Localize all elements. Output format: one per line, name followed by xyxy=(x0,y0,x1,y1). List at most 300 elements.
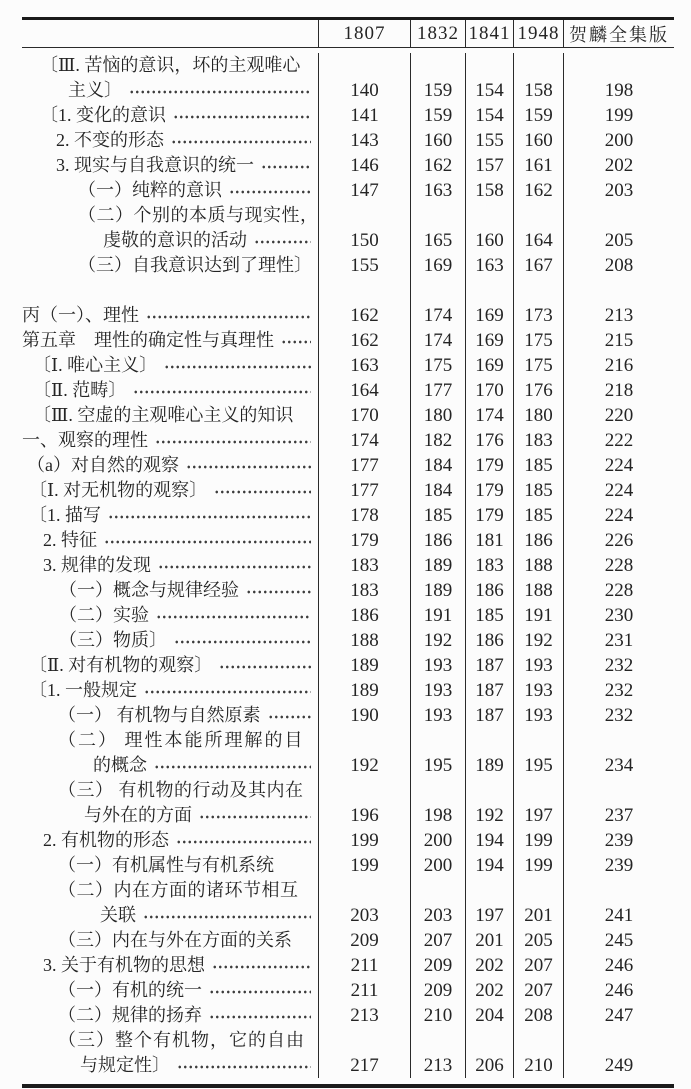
page-number-cell: 192 xyxy=(318,753,410,778)
page-number-cell xyxy=(465,53,513,78)
toc-row xyxy=(22,428,674,453)
toc-entry-text: 一、观察的理性 xyxy=(22,430,148,450)
toc-row xyxy=(22,528,674,553)
dot-leader xyxy=(228,178,311,203)
toc-entry-text: （一）纯粹的意识 xyxy=(78,180,222,200)
toc-row xyxy=(22,603,674,628)
page-number-cell xyxy=(563,878,674,903)
toc-row xyxy=(22,953,674,978)
page-number-cell: 186 xyxy=(513,528,563,553)
toc-title-cell xyxy=(22,878,318,903)
page-number-cell: 175 xyxy=(410,353,465,378)
page-number-cell: 163 xyxy=(465,253,513,278)
page-number-cell: 174 xyxy=(410,303,465,328)
dot-leader xyxy=(172,103,311,128)
dot-leader xyxy=(143,678,311,703)
page-number-cell: 202 xyxy=(465,978,513,1003)
page-number-cell: 194 xyxy=(465,853,513,878)
page-number-cell: 178 xyxy=(318,503,410,528)
toc-title-cell xyxy=(22,128,318,153)
page-number-cell: 220 xyxy=(563,403,674,428)
page-number-cell: 246 xyxy=(563,953,674,978)
page-number-cell: 154 xyxy=(465,78,513,103)
page-number-cell: 193 xyxy=(513,653,563,678)
toc-title-cell xyxy=(22,153,318,178)
page-number-cell: 209 xyxy=(410,978,465,1003)
page-number-cell: 193 xyxy=(513,678,563,703)
page-number-cell: 160 xyxy=(513,128,563,153)
toc-title-cell xyxy=(22,778,318,803)
toc-entry-text: 〔1. 变化的意识 xyxy=(40,105,166,125)
page-number-cell: 249 xyxy=(563,1053,674,1078)
toc-title-cell xyxy=(22,328,318,353)
page-number-cell: 231 xyxy=(563,628,674,653)
toc-title-cell xyxy=(22,78,318,103)
page-number-cell: 160 xyxy=(410,128,465,153)
toc-entry-text: （三）自我意识达到了理性〕 xyxy=(78,255,312,275)
toc-title-cell xyxy=(22,403,318,428)
page-number-cell xyxy=(563,728,674,753)
toc-entry-text: （二）个别的本质与现实性， xyxy=(78,205,318,225)
page-number-cell: 246 xyxy=(563,978,674,1003)
page-number-cell xyxy=(318,878,410,903)
toc-spacer-row xyxy=(22,278,674,303)
dot-leader xyxy=(253,228,311,253)
toc-title-cell xyxy=(22,728,318,753)
toc-row xyxy=(22,878,674,903)
toc-entry-text: 2. 有机物的形态 xyxy=(43,830,169,850)
toc-title-cell xyxy=(22,603,318,628)
page-number-cell xyxy=(318,203,410,228)
toc-entry-text: 第五章 理性的确定性与真理性 xyxy=(22,330,274,350)
page-number-cell xyxy=(513,878,563,903)
toc-row xyxy=(22,328,674,353)
page-number-cell: 189 xyxy=(318,653,410,678)
page-number-cell: 170 xyxy=(465,378,513,403)
page-number-cell: 205 xyxy=(563,228,674,253)
page-number-cell: 211 xyxy=(318,978,410,1003)
page-number-cell: 200 xyxy=(410,853,465,878)
page-number-cell: 232 xyxy=(563,703,674,728)
toc-title-cell xyxy=(22,653,318,678)
toc-entry-text: 〔Ⅱ. 对有机物的观察〕 xyxy=(29,655,213,675)
page-number-cell: 202 xyxy=(563,153,674,178)
page-number-cell: 191 xyxy=(513,603,563,628)
toc-title-cell xyxy=(22,828,318,853)
page-number-cell: 232 xyxy=(563,678,674,703)
page-number-cell: 177 xyxy=(318,478,410,503)
toc-title-cell xyxy=(22,1053,318,1078)
page-number-cell: 188 xyxy=(513,553,563,578)
table-header-row xyxy=(22,20,674,48)
page-number-cell xyxy=(563,278,674,303)
toc-title-cell xyxy=(22,928,318,953)
toc-row xyxy=(22,403,674,428)
page-number-cell xyxy=(318,778,410,803)
page-number-cell: 162 xyxy=(410,153,465,178)
page-number-cell: 193 xyxy=(410,653,465,678)
column-header-1841: 1841 xyxy=(465,20,513,47)
page-number-cell: 245 xyxy=(563,928,674,953)
toc-entry-text: 的概念 xyxy=(93,755,147,775)
toc-row xyxy=(22,903,674,928)
page-number-cell: 216 xyxy=(563,353,674,378)
page-number-cell: 241 xyxy=(563,903,674,928)
dot-leader xyxy=(198,803,311,828)
toc-title-cell xyxy=(22,428,318,453)
toc-entry-text: 2. 不变的形态 xyxy=(56,130,164,150)
page-number-cell: 158 xyxy=(465,178,513,203)
page-number-cell: 195 xyxy=(513,753,563,778)
toc-title-cell xyxy=(22,253,318,278)
toc-title-cell xyxy=(22,478,318,503)
page-number-cell xyxy=(318,1028,410,1053)
page-number-cell: 183 xyxy=(318,578,410,603)
toc-title-cell xyxy=(22,578,318,603)
page-number-cell xyxy=(563,778,674,803)
toc-title-cell xyxy=(22,803,318,828)
page-number-cell: 179 xyxy=(465,478,513,503)
toc-entry-text: 〔1. 描写 xyxy=(29,505,101,525)
toc-row xyxy=(22,503,674,528)
page-number-cell: 211 xyxy=(318,953,410,978)
page-number-cell xyxy=(513,278,563,303)
page-number-cell: 183 xyxy=(465,553,513,578)
page-number-cell: 169 xyxy=(410,253,465,278)
page-number-cell: 239 xyxy=(563,828,674,853)
toc-entry-text: （一）有机属性与有机系统 xyxy=(58,855,274,875)
page-number-cell xyxy=(465,728,513,753)
page-number-cell: 247 xyxy=(563,1003,674,1028)
page-number-cell: 213 xyxy=(410,1053,465,1078)
dot-leader xyxy=(132,378,311,403)
toc-row xyxy=(22,103,674,128)
page-number-cell: 141 xyxy=(318,103,410,128)
toc-title-cell xyxy=(22,178,318,203)
page-number-cell: 196 xyxy=(318,803,410,828)
dot-leader xyxy=(173,628,311,653)
toc-row xyxy=(22,178,674,203)
toc-title-cell xyxy=(22,303,318,328)
toc-entry-text: 〔Ⅰ. 对无机物的观察〕 xyxy=(29,480,208,500)
toc-row xyxy=(22,478,674,503)
toc-entry-text: （一） 有机物与自然原素 xyxy=(58,705,261,725)
toc-title-cell xyxy=(22,453,318,478)
page-number-cell: 162 xyxy=(318,328,410,353)
toc-entry-text: 〔Ⅲ. 空虚的主观唯心主义的知识 xyxy=(33,405,294,425)
toc-entry-text: （二）实验 xyxy=(59,605,149,625)
toc-row xyxy=(22,978,674,1003)
column-header-helin-edition: 贺麟全集版 xyxy=(563,20,674,47)
toc-entry-text: 与规定性〕 xyxy=(80,1055,170,1075)
dot-leader xyxy=(107,503,311,528)
page-number-cell: 180 xyxy=(410,403,465,428)
page-number-cell: 197 xyxy=(465,903,513,928)
page-number-cell: 167 xyxy=(513,253,563,278)
toc-entry-text: （二） 理性本能所理解的目 xyxy=(58,730,305,750)
page-number-cell: 208 xyxy=(513,1003,563,1028)
concordance-table xyxy=(22,17,674,1088)
page-number-cell: 192 xyxy=(513,628,563,653)
page-number-cell xyxy=(410,1028,465,1053)
page-number-cell: 147 xyxy=(318,178,410,203)
page-number-cell: 237 xyxy=(563,803,674,828)
toc-title-cell xyxy=(22,378,318,403)
page-number-cell: 186 xyxy=(465,578,513,603)
page-number-cell: 224 xyxy=(563,453,674,478)
toc-entry-text: 〔Ⅰ. 唯心主义〕 xyxy=(33,355,158,375)
toc-row xyxy=(22,1053,674,1078)
dot-leader xyxy=(163,353,311,378)
page-number-cell: 150 xyxy=(318,228,410,253)
page-number-cell: 179 xyxy=(465,503,513,528)
column-header-1948: 1948 xyxy=(513,20,563,47)
dot-leader xyxy=(103,528,311,553)
page-number-cell: 189 xyxy=(410,578,465,603)
toc-row xyxy=(22,628,674,653)
dot-leader xyxy=(280,328,311,353)
page-number-cell xyxy=(563,203,674,228)
toc-entry-text: 与外在的方面 xyxy=(84,805,192,825)
toc-entry-text: 3. 规律的发现 xyxy=(43,555,151,575)
dot-leader xyxy=(208,1003,311,1028)
page-number-cell: 189 xyxy=(318,678,410,703)
toc-row xyxy=(22,253,674,278)
page-number-cell xyxy=(465,203,513,228)
page-number-cell xyxy=(410,278,465,303)
toc-row xyxy=(22,78,674,103)
page-number-cell: 205 xyxy=(513,928,563,953)
toc-entry-text: 虔敬的意识的活动 xyxy=(103,230,247,250)
page-number-cell: 200 xyxy=(563,128,674,153)
toc-title-cell xyxy=(22,903,318,928)
page-number-cell: 207 xyxy=(410,928,465,953)
page-number-cell xyxy=(465,878,513,903)
toc-title-cell xyxy=(22,278,318,303)
toc-entry-text: （一）概念与规律经验 xyxy=(59,580,239,600)
toc-title-cell xyxy=(22,1028,318,1053)
toc-title-cell xyxy=(22,228,318,253)
page-number-cell: 165 xyxy=(410,228,465,253)
page-number-cell: 185 xyxy=(513,478,563,503)
page-number-cell: 185 xyxy=(513,453,563,478)
toc-row xyxy=(22,128,674,153)
page-number-cell: 157 xyxy=(465,153,513,178)
page-number-cell: 182 xyxy=(410,428,465,453)
dot-leader xyxy=(145,303,311,328)
page-number-cell: 159 xyxy=(410,103,465,128)
dot-leader xyxy=(185,453,311,478)
title-column-header xyxy=(22,20,318,47)
page-number-cell: 200 xyxy=(410,828,465,853)
page-number-cell xyxy=(465,278,513,303)
page-number-cell: 228 xyxy=(563,553,674,578)
toc-entry-text: （三）整个有机物，它的自由 xyxy=(58,1030,305,1050)
page-number-cell: 199 xyxy=(318,828,410,853)
toc-row xyxy=(22,753,674,778)
page-number-cell: 230 xyxy=(563,603,674,628)
toc-row xyxy=(22,803,674,828)
toc-row xyxy=(22,228,674,253)
page-number-cell xyxy=(513,1028,563,1053)
page-number-cell: 213 xyxy=(318,1003,410,1028)
page-number-cell: 228 xyxy=(563,578,674,603)
page-number-cell: 184 xyxy=(410,478,465,503)
page-number-cell: 199 xyxy=(563,103,674,128)
page-number-cell: 143 xyxy=(318,128,410,153)
column-header-1832: 1832 xyxy=(410,20,465,47)
page-number-cell: 186 xyxy=(465,628,513,653)
toc-title-cell xyxy=(22,553,318,578)
page-number-cell: 224 xyxy=(563,478,674,503)
page-number-cell: 193 xyxy=(410,703,465,728)
page-number-cell: 203 xyxy=(318,903,410,928)
toc-title-cell xyxy=(22,953,318,978)
toc-entry-text: 3. 关于有机物的思想 xyxy=(43,955,205,975)
toc-title-cell xyxy=(22,203,318,228)
toc-row xyxy=(22,853,674,878)
toc-row xyxy=(22,553,674,578)
page-number-cell: 213 xyxy=(563,303,674,328)
page-number-cell: 169 xyxy=(465,328,513,353)
page-number-cell: 226 xyxy=(563,528,674,553)
toc-title-cell xyxy=(22,753,318,778)
page-number-cell: 234 xyxy=(563,753,674,778)
page-number-cell: 187 xyxy=(465,678,513,703)
toc-entry-text: 主义〕 xyxy=(68,80,122,100)
page-number-cell: 176 xyxy=(513,378,563,403)
toc-row xyxy=(22,378,674,403)
page-number-cell: 210 xyxy=(513,1053,563,1078)
page-number-cell xyxy=(465,778,513,803)
toc-row xyxy=(22,728,674,753)
page-number-cell: 239 xyxy=(563,853,674,878)
toc-title-cell xyxy=(22,1003,318,1028)
column-header-1807: 1807 xyxy=(318,20,410,47)
dot-leader xyxy=(157,553,311,578)
dot-leader xyxy=(267,703,312,728)
page-number-cell: 201 xyxy=(465,928,513,953)
page-number-cell: 163 xyxy=(410,178,465,203)
page-number-cell: 195 xyxy=(410,753,465,778)
page-number-cell: 188 xyxy=(513,578,563,603)
page-number-cell xyxy=(318,278,410,303)
page-number-cell: 162 xyxy=(318,303,410,328)
toc-entry-text: （三） 有机物的行动及其内在 xyxy=(58,780,304,800)
page-number-cell: 184 xyxy=(410,453,465,478)
page-number-cell: 191 xyxy=(410,603,465,628)
page-number-cell: 177 xyxy=(410,378,465,403)
page-number-cell: 194 xyxy=(465,828,513,853)
page-number-cell: 199 xyxy=(513,853,563,878)
page-number-cell: 174 xyxy=(465,403,513,428)
dot-leader xyxy=(176,1053,311,1078)
page-number-cell: 204 xyxy=(465,1003,513,1028)
toc-title-cell xyxy=(22,703,318,728)
toc-title-cell xyxy=(22,678,318,703)
page-number-cell xyxy=(563,53,674,78)
table-body xyxy=(22,48,674,1084)
page-number-cell xyxy=(410,778,465,803)
page-number-cell: 160 xyxy=(465,228,513,253)
page-number-cell: 207 xyxy=(513,953,563,978)
page-number-cell: 217 xyxy=(318,1053,410,1078)
toc-entry-text: 〔1. 一般规定 xyxy=(29,680,137,700)
page-number-cell: 183 xyxy=(513,428,563,453)
toc-row xyxy=(22,928,674,953)
toc-row xyxy=(22,578,674,603)
page-number-cell: 175 xyxy=(513,353,563,378)
page-number-cell: 159 xyxy=(410,78,465,103)
toc-row xyxy=(22,353,674,378)
toc-entry-text: 〔Ⅱ. 范畴〕 xyxy=(33,380,127,400)
dot-leader xyxy=(170,128,311,153)
page-number-cell: 222 xyxy=(563,428,674,453)
toc-entry-text: （二）内在方面的诸环节相互 xyxy=(58,880,299,900)
dot-leader xyxy=(153,753,311,778)
page-number-cell: 189 xyxy=(410,553,465,578)
page-number-cell xyxy=(513,728,563,753)
page-number-cell: 190 xyxy=(318,703,410,728)
page-number-cell xyxy=(318,53,410,78)
page-number-cell: 218 xyxy=(563,378,674,403)
dot-leader xyxy=(245,578,311,603)
toc-row xyxy=(22,703,674,728)
toc-title-cell xyxy=(22,978,318,1003)
page-number-cell xyxy=(410,53,465,78)
toc-entry-text: 3. 现实与自我意识的统一 xyxy=(56,155,254,175)
toc-title-cell xyxy=(22,853,318,878)
page-number-cell: 199 xyxy=(513,828,563,853)
page-number-cell: 159 xyxy=(513,103,563,128)
page-number-cell: 203 xyxy=(410,903,465,928)
page-number-cell: 170 xyxy=(318,403,410,428)
page-number-cell: 140 xyxy=(318,78,410,103)
toc-entry-text: 2. 特征 xyxy=(43,530,97,550)
page-number-cell: 198 xyxy=(410,803,465,828)
page-number-cell xyxy=(410,203,465,228)
dot-leader xyxy=(154,428,311,453)
dot-leader xyxy=(218,653,311,678)
page-number-cell: 164 xyxy=(513,228,563,253)
page-number-cell: 179 xyxy=(465,453,513,478)
toc-entry-text: （二）规律的扬弃 xyxy=(58,1005,202,1025)
dot-leader xyxy=(155,603,311,628)
toc-entry-text: （a）对自然的观察 xyxy=(27,455,179,475)
toc-row xyxy=(22,453,674,478)
page-number-cell: 185 xyxy=(513,503,563,528)
page-number-cell xyxy=(410,728,465,753)
page-number-cell: 181 xyxy=(465,528,513,553)
page-number-cell: 174 xyxy=(410,328,465,353)
page-number-cell: 201 xyxy=(513,903,563,928)
toc-row xyxy=(22,303,674,328)
dot-leader xyxy=(142,903,311,928)
page-number-cell: 208 xyxy=(563,253,674,278)
dot-leader xyxy=(128,78,311,103)
toc-row xyxy=(22,778,674,803)
page-number-cell: 177 xyxy=(318,453,410,478)
page-number-cell: 161 xyxy=(513,153,563,178)
page-number-cell: 169 xyxy=(465,353,513,378)
page-number-cell: 209 xyxy=(410,953,465,978)
page-number-cell: 158 xyxy=(513,78,563,103)
page-number-cell: 203 xyxy=(563,178,674,203)
page-number-cell: 173 xyxy=(513,303,563,328)
page-number-cell: 197 xyxy=(513,803,563,828)
page-number-cell: 155 xyxy=(465,128,513,153)
dot-leader xyxy=(213,478,311,503)
